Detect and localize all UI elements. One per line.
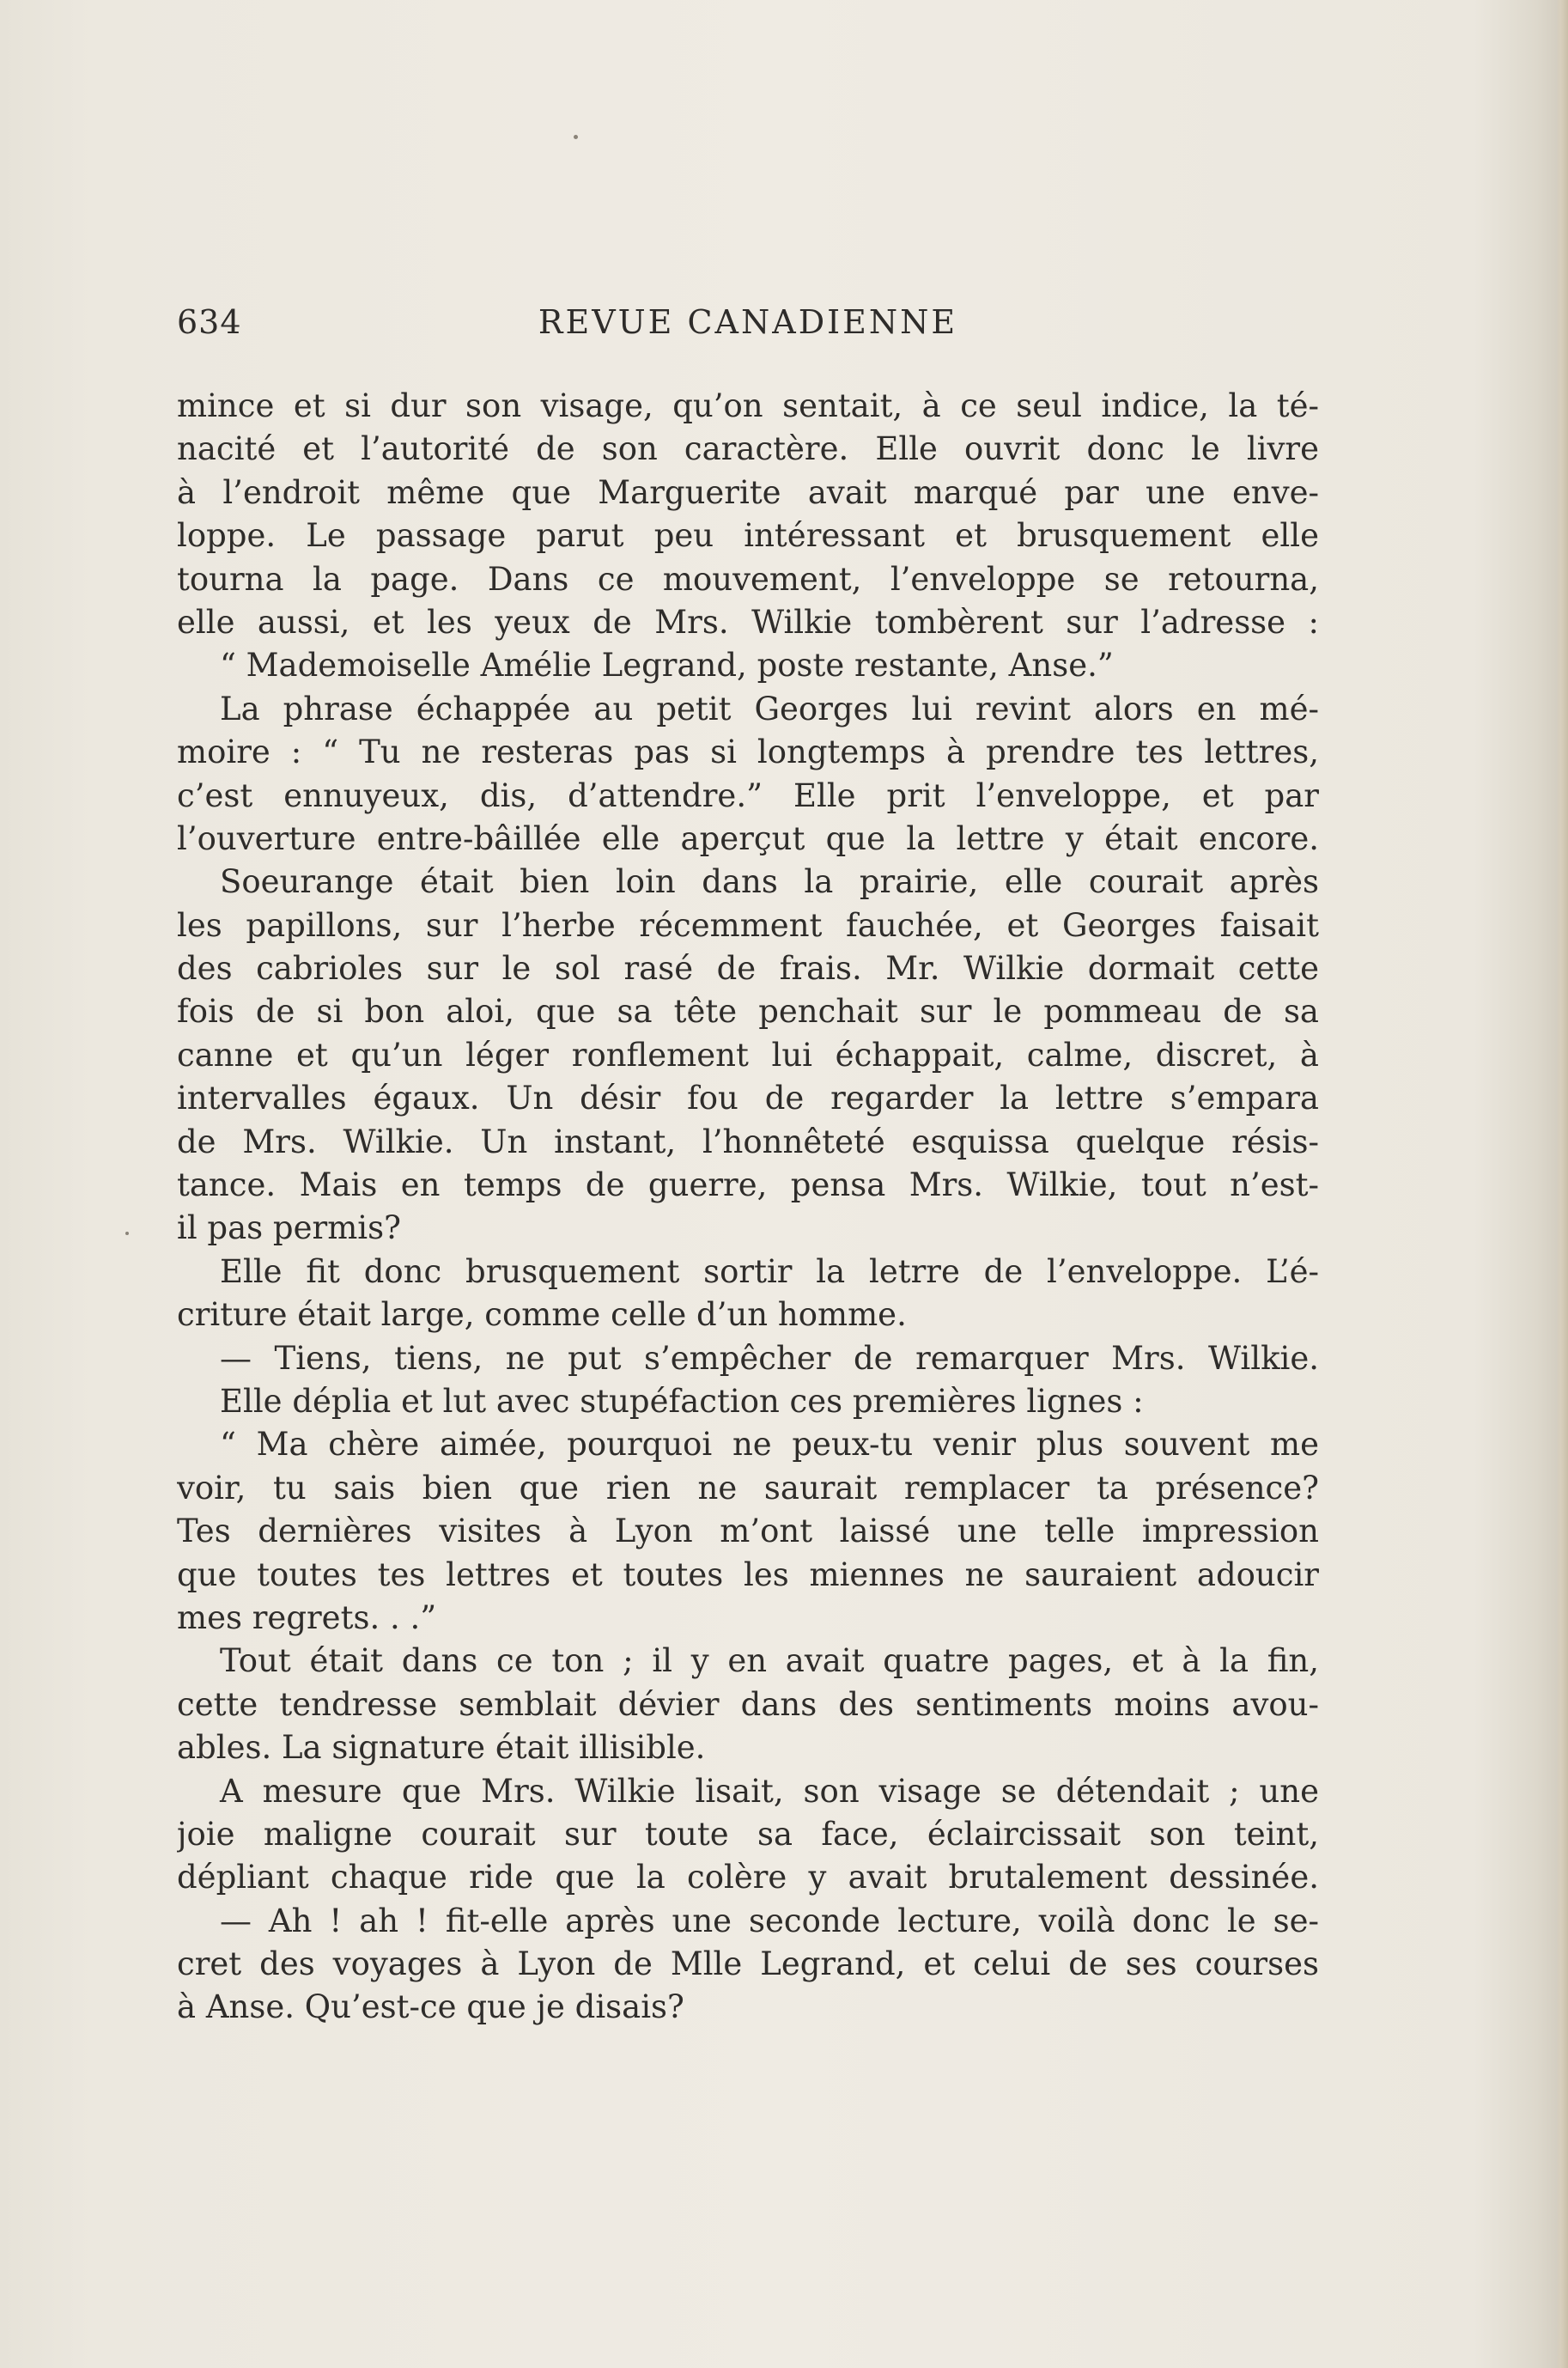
text-line: joie maligne courait sur toute sa face, éclaircissait son teint, xyxy=(177,1815,1319,1853)
text-line: mince et si dur son visage, qu’on sentait, à ce seul indice, la té- xyxy=(177,387,1319,424)
text-line: criture était large, comme celle d’un homme. xyxy=(177,1296,907,1334)
ink-speck xyxy=(574,135,578,139)
page-number: 634 xyxy=(177,303,242,341)
text-line: c’est ennuyeux, dis, d’attendre.” Elle prit l’enveloppe, et par xyxy=(177,776,1319,814)
text-line: de Mrs. Wilkie. Un instant, l’honnêteté esquissa quelque résis- xyxy=(177,1123,1319,1160)
text-line: cret des voyages à Lyon de Mlle Legrand, et celui de ses courses xyxy=(177,1945,1319,1983)
page-edge-shadow xyxy=(1556,0,1568,2368)
text-line: nacité et l’autorité de son caractère. Elle ouvrit donc le livre xyxy=(177,430,1319,468)
text-line: il pas permis? xyxy=(177,1209,401,1247)
text-line: Tout était dans ce ton ; il y en avait quatre pages, et à la fin, xyxy=(220,1642,1319,1680)
text-line: Soeurange était bien loin dans la prairie, elle courait après xyxy=(220,863,1319,901)
text-line: ables. La signature était illisible. xyxy=(177,1729,706,1767)
text-line: mes regrets. . .” xyxy=(177,1598,437,1636)
text-line: Tes dernières visites à Lyon m’ont laissé une telle impression xyxy=(177,1513,1319,1550)
text-line: à Anse. Qu’est-ce que je disais? xyxy=(177,1988,684,2026)
text-line: intervalles égaux. Un désir fou de regarder la lettre s’empara xyxy=(177,1080,1319,1117)
text-line: voir, tu sais bien que rien ne saurait remplacer ta présence? xyxy=(177,1469,1319,1507)
ink-speck xyxy=(125,1232,129,1235)
body-text xyxy=(177,385,1319,2030)
text-line: canne et qu’un léger ronflement lui échappait, calme, discret, à xyxy=(177,1036,1319,1074)
text-line: dépliant chaque ride que la colère y avait brutalement dessinée. xyxy=(177,1859,1319,1896)
text-line: tance. Mais en temps de guerre, pensa Mrs. Wilkie, tout n’est- xyxy=(177,1166,1319,1204)
text-line: à l’endroit même que Marguerite avait marqué par une enve- xyxy=(177,473,1319,511)
running-head: REVUE CANADIENNE xyxy=(538,303,958,341)
text-line: — Ah ! ah ! fit-elle après une seconde lecture, voilà donc le se- xyxy=(220,1902,1319,1939)
text-line: cette tendresse semblait dévier dans des sentiments moins avou- xyxy=(177,1685,1319,1723)
text-line: loppe. Le passage parut peu intéressant et brusquement elle xyxy=(177,517,1319,555)
text-line: l’ouverture entre-bâillée elle aperçut que la lettre y était encore. xyxy=(177,819,1319,857)
text-line: des cabrioles sur le sol rasé de frais. Mr. Wilkie dormait cette xyxy=(177,950,1319,988)
text-line: — Tiens, tiens, ne put s’empêcher de remarquer Mrs. Wilkie. xyxy=(220,1339,1319,1377)
text-line: Elle fit donc brusquement sortir la letrre de l’enveloppe. L’é- xyxy=(220,1252,1319,1290)
text-line: que toutes tes lettres et toutes les miennes ne sauraient adoucir xyxy=(177,1555,1319,1593)
text-line: les papillons, sur l’herbe récemment fauchée, et Georges faisait xyxy=(177,906,1319,944)
text-line: “ Ma chère aimée, pourquoi ne peux-tu venir plus souvent me xyxy=(220,1426,1319,1464)
text-line: moire : “ Tu ne resteras pas si longtemps à prendre tes lettres, xyxy=(177,734,1319,771)
text-line: “ Mademoiselle Amélie Legrand, poste restante, Anse.” xyxy=(220,647,1114,685)
text-line: A mesure que Mrs. Wilkie lisait, son visage se détendait ; une xyxy=(220,1772,1319,1810)
text-line: Elle déplia et lut avec stupéfaction ces premières lignes : xyxy=(220,1382,1144,1420)
text-line: tourna la page. Dans ce mouvement, l’enveloppe se retourna, xyxy=(177,560,1319,598)
text-line: fois de si bon aloi, que sa tête penchait sur le pommeau de sa xyxy=(177,993,1319,1031)
text-line: elle aussi, et les yeux de Mrs. Wilkie tombèrent sur l’adresse : xyxy=(177,603,1319,641)
page-header xyxy=(177,303,1319,346)
text-line: La phrase échappée au petit Georges lui revint alors en mé- xyxy=(220,690,1319,727)
